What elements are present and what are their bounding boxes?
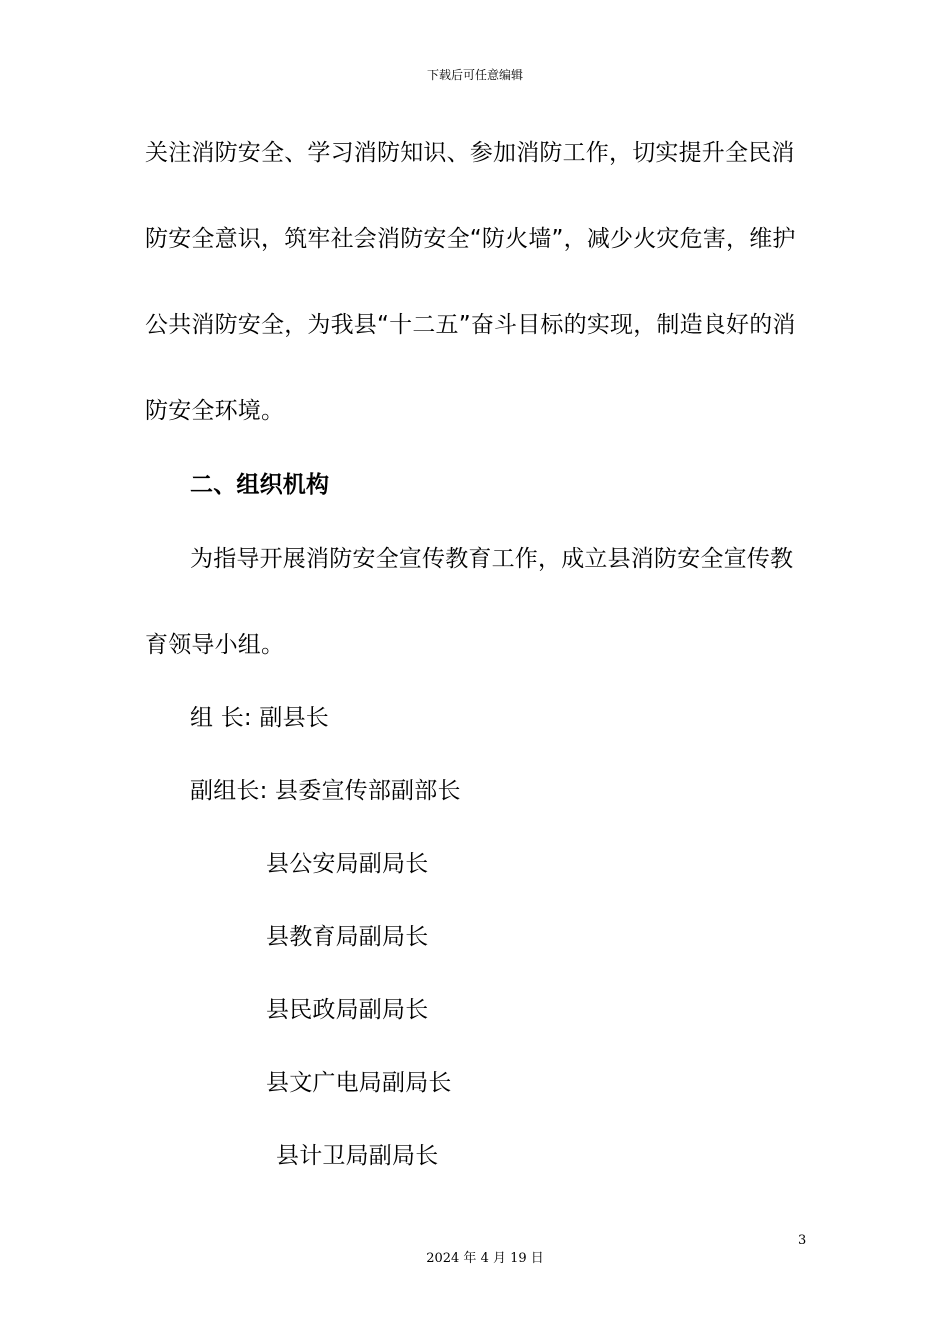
paragraph-line: 为指导开展消防安全宣传教育工作，成立县消防安全宣传教 [190,546,794,572]
deputy-member: 县公安局副局长 [266,851,429,877]
deputy-member: 县计卫局副局长 [276,1143,439,1169]
footer-date: 2024 年 4 月 19 日 [426,1251,544,1266]
paragraph-line: 防安全环境。 [145,398,285,424]
paragraph-line: 防安全意识，筑牢社会消防安全“防火墙”，减少火灾危害，维护 [145,226,796,252]
deputy-member: 县民政局副局长 [266,997,429,1023]
page-number: 3 [798,1233,807,1248]
deputy-line: 副组长: 县委宣传部副部长 [190,778,461,804]
paragraph-line: 育领导小组。 [145,632,285,658]
section-heading: 二、组织机构 [190,472,330,498]
paragraph-line: 关注消防安全、学习消防知识、参加消防工作，切实提升全民消 [145,140,795,166]
paragraph-line: 公共消防安全，为我县“十二五”奋斗目标的实现，制造良好的消 [145,312,796,338]
header-note: 下载后可任意编辑 [426,68,523,82]
deputy-member: 县文广电局副局长 [266,1070,452,1096]
leader-line: 组 长: 副县长 [190,705,329,731]
deputy-member: 县教育局副局长 [266,924,429,950]
